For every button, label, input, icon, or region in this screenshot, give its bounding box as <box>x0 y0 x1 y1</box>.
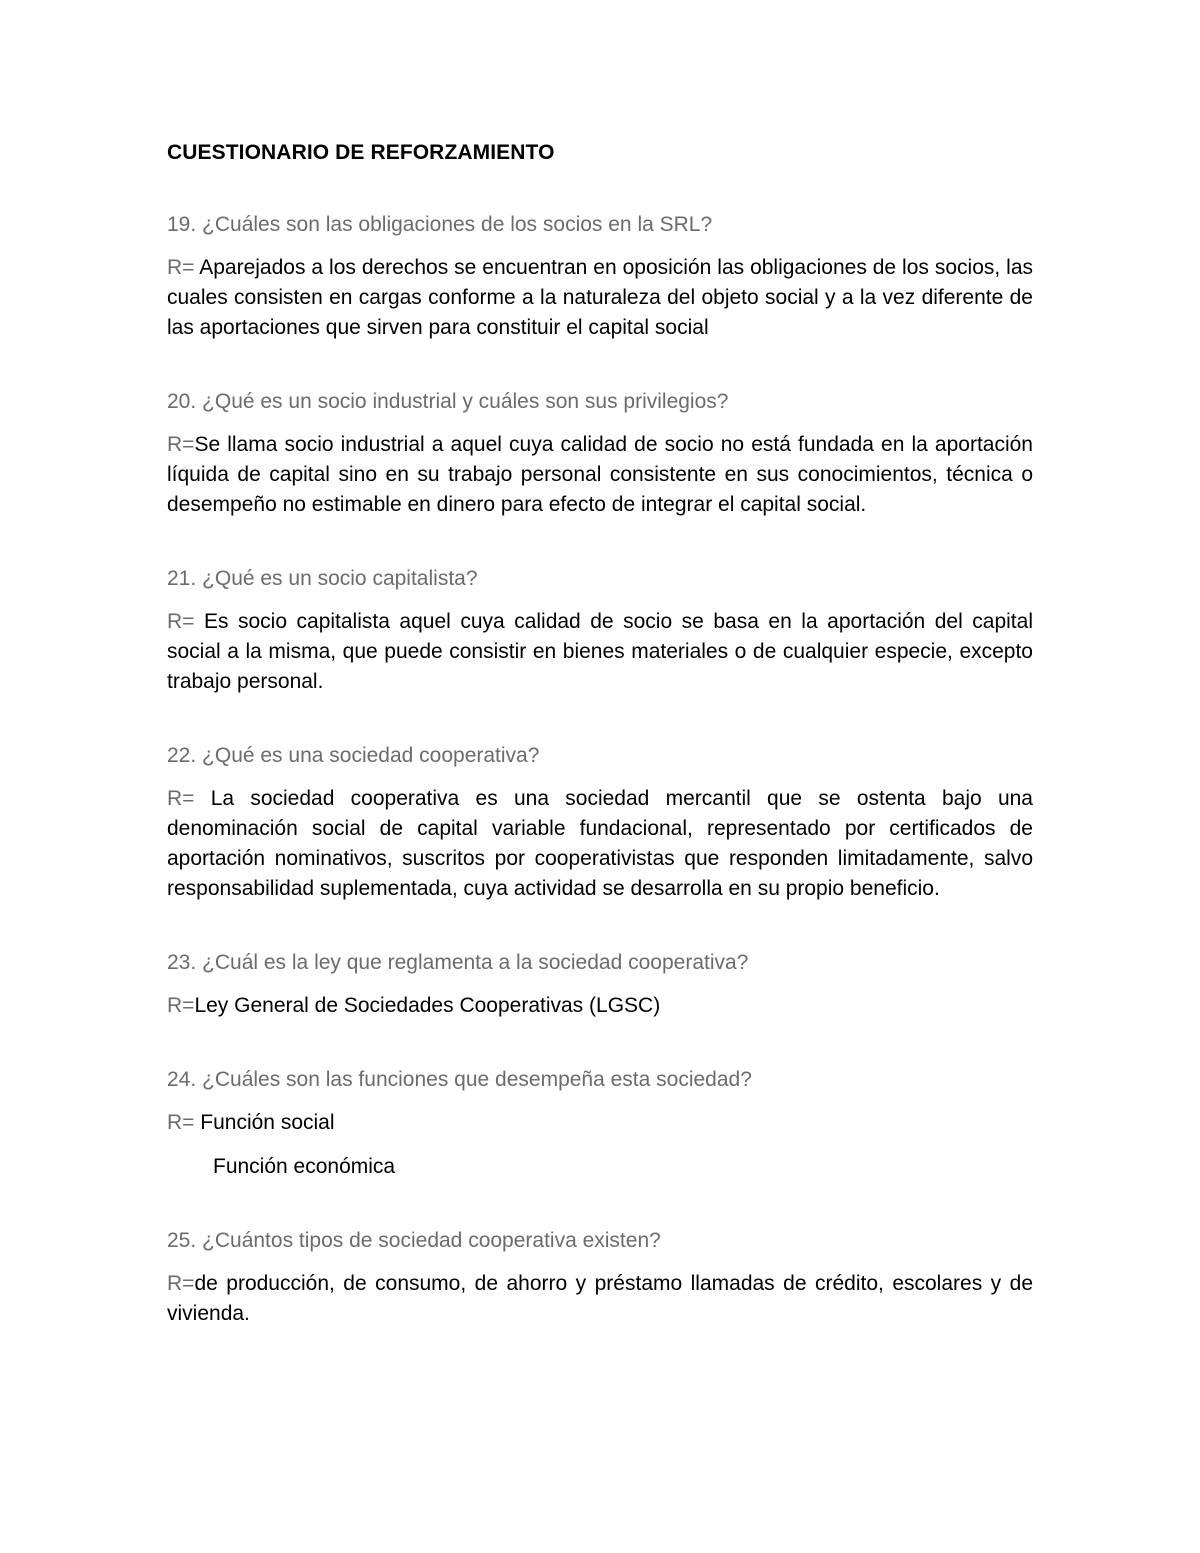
answer-prefix: R= <box>167 1111 195 1134</box>
qa-item <box>167 741 1033 904</box>
spacer <box>167 1021 1033 1065</box>
answer-prefix: R= <box>167 1272 195 1295</box>
spacer <box>167 520 1033 564</box>
answer-prefix: R= <box>167 610 195 633</box>
question-text: 24. ¿Cuáles son las funciones que desempeña esta sociedad? <box>167 1068 752 1091</box>
answer-text <box>167 1269 1033 1329</box>
qa-item <box>167 210 1033 343</box>
answer-text <box>167 607 1033 697</box>
spacer <box>167 343 1033 387</box>
answer-body: Ley General de Sociedades Cooperativas (LGSC) <box>194 994 661 1017</box>
answer-prefix: R= <box>167 433 195 456</box>
spacer <box>167 904 1033 948</box>
question-text: 25. ¿Cuántos tipos de sociedad cooperativa existen? <box>167 1229 661 1252</box>
question-text: 19. ¿Cuáles son las obligaciones de los socios en la SRL? <box>167 213 713 236</box>
spacer <box>167 1182 1033 1226</box>
answer-prefix: R= <box>167 787 195 810</box>
answer-body: Se llama socio industrial a aquel cuya calidad de socio no está fundada en la aportación líquida de capital sino en su trabajo personal consistente en sus conocimientos, técnica o desempeño no estimable en dinero para efecto de integrar el capital social. <box>167 433 1033 516</box>
question-text: 23. ¿Cuál es la ley que reglamenta a la sociedad cooperativa? <box>167 951 749 974</box>
document-content <box>167 136 1033 1329</box>
question-text: 22. ¿Qué es una sociedad cooperativa? <box>167 744 540 767</box>
answer-text <box>167 991 1033 1021</box>
answer-prefix: R= <box>167 994 195 1017</box>
answer-body: Es socio capitalista aquel cuya calidad de socio se basa en la aportación del capital social a la misma, que puede consistir en bienes materiales o de cualquier especie, excepto trabajo personal. <box>167 610 1033 693</box>
spacer <box>167 697 1033 741</box>
qa-item <box>167 387 1033 520</box>
question-text: 21. ¿Qué es un socio capitalista? <box>167 567 478 590</box>
question-text: 20. ¿Qué es un socio industrial y cuáles son sus privilegios? <box>167 390 729 413</box>
document-title: CUESTIONARIO DE REFORZAMIENTO <box>167 141 555 164</box>
qa-item <box>167 1226 1033 1329</box>
answer-text <box>167 1108 1033 1138</box>
qa-item <box>167 1065 1033 1182</box>
answer-text <box>167 430 1033 520</box>
answer-text <box>167 784 1033 904</box>
answer-text <box>167 253 1033 343</box>
answer-prefix: R= <box>167 256 195 279</box>
answer-body: Aparejados a los derechos se encuentran en oposición las obligaciones de los socios, las cuales consisten en cargas conforme a la naturaleza del objeto social y a la vez diferente de las aportaciones que sirven para constituir el capital social <box>167 256 1033 339</box>
qa-item <box>167 948 1033 1021</box>
qa-item <box>167 564 1033 697</box>
answer-extra-line: Función económica <box>213 1155 396 1178</box>
answer-body: de producción, de consumo, de ahorro y préstamo llamadas de crédito, escolares y de vivienda. <box>167 1272 1033 1325</box>
answer-body: Función social <box>194 1111 335 1134</box>
answer-body: La sociedad cooperativa es una sociedad mercantil que se ostenta bajo una denominación social de capital variable fundacional, representado por certificados de aportación nominativos, suscritos por cooperativistas que responden limitadamente, salvo responsabilidad suplementada, cuya actividad se desarrolla en su propio beneficio. <box>167 787 1033 900</box>
